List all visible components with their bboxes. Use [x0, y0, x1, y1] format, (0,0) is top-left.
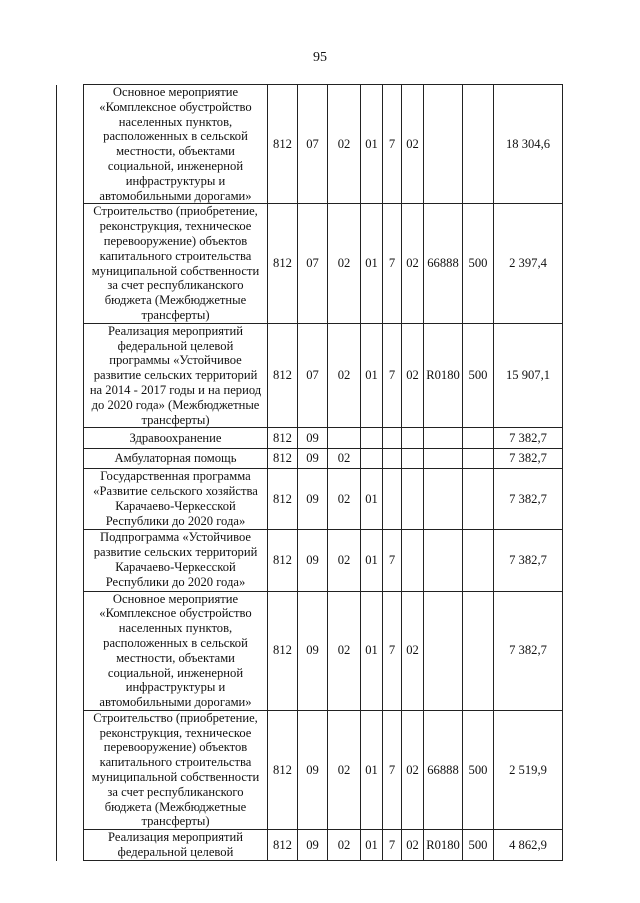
expense-direction-cell: 66888 — [424, 710, 463, 829]
expense-direction-cell — [424, 591, 463, 710]
section-cell: 09 — [298, 449, 328, 469]
subsection-cell: 02 — [328, 85, 361, 204]
expense-type-cell — [463, 591, 494, 710]
sum-cell: 18 304,6 — [494, 85, 563, 204]
subprogram-cell: 7 — [383, 323, 402, 428]
main-event-cell: 02 — [402, 830, 424, 861]
section-cell: 09 — [298, 428, 328, 449]
program-cell — [361, 428, 383, 449]
main-event-cell — [402, 529, 424, 591]
subsection-cell: 02 — [328, 469, 361, 529]
expense-type-cell: 500 — [463, 710, 494, 829]
main-event-cell: 02 — [402, 710, 424, 829]
subsection-cell: 02 — [328, 830, 361, 861]
ministry-code-cell: 812 — [268, 591, 298, 710]
subprogram-cell — [383, 449, 402, 469]
margin-cell — [57, 428, 84, 449]
expense-direction-cell — [424, 85, 463, 204]
program-cell: 01 — [361, 204, 383, 323]
ministry-code-cell: 812 — [268, 204, 298, 323]
subprogram-cell: 7 — [383, 830, 402, 861]
expense-type-cell — [463, 529, 494, 591]
subsection-cell: 02 — [328, 591, 361, 710]
margin-cell — [57, 449, 84, 469]
section-cell: 09 — [298, 830, 328, 861]
item-name-cell: Строительство (приобретение, реконструкция, техническое перевооружение) объектов капитального строительства муниципальной собственности за счет республиканского бюджета (Межбюджетные трансферты) — [84, 204, 268, 323]
program-cell: 01 — [361, 85, 383, 204]
subsection-cell: 02 — [328, 449, 361, 469]
sum-cell: 7 382,7 — [494, 428, 563, 449]
subsection-cell: 02 — [328, 323, 361, 428]
sum-cell: 7 382,7 — [494, 469, 563, 529]
margin-cell — [57, 529, 84, 591]
main-event-cell: 02 — [402, 323, 424, 428]
main-event-cell — [402, 449, 424, 469]
section-cell: 07 — [298, 323, 328, 428]
ministry-code-cell: 812 — [268, 85, 298, 204]
expense-direction-cell — [424, 469, 463, 529]
subsection-cell: 02 — [328, 710, 361, 829]
margin-cell — [57, 469, 84, 529]
table-row — [57, 469, 563, 529]
subsection-cell: 02 — [328, 529, 361, 591]
ministry-code-cell: 812 — [268, 323, 298, 428]
margin-cell — [57, 204, 84, 323]
subprogram-cell: 7 — [383, 85, 402, 204]
ministry-code-cell: 812 — [268, 830, 298, 861]
sum-cell: 2 397,4 — [494, 204, 563, 323]
margin-cell — [57, 85, 84, 204]
main-event-cell — [402, 428, 424, 449]
main-event-cell: 02 — [402, 591, 424, 710]
sum-cell: 15 907,1 — [494, 323, 563, 428]
section-cell: 07 — [298, 204, 328, 323]
program-cell: 01 — [361, 469, 383, 529]
expense-type-cell — [463, 85, 494, 204]
expense-type-cell: 500 — [463, 323, 494, 428]
program-cell: 01 — [361, 529, 383, 591]
expense-type-cell — [463, 469, 494, 529]
program-cell: 01 — [361, 710, 383, 829]
ministry-code-cell: 812 — [268, 469, 298, 529]
subsection-cell: 02 — [328, 204, 361, 323]
sum-cell: 7 382,7 — [494, 529, 563, 591]
ministry-code-cell: 812 — [268, 428, 298, 449]
subprogram-cell: 7 — [383, 204, 402, 323]
margin-cell — [57, 323, 84, 428]
sum-cell: 7 382,7 — [494, 591, 563, 710]
expense-type-cell: 500 — [463, 204, 494, 323]
program-cell: 01 — [361, 830, 383, 861]
sum-cell: 4 862,9 — [494, 830, 563, 861]
budget-table — [56, 84, 563, 861]
expense-direction-cell — [424, 428, 463, 449]
expense-direction-cell: 66888 — [424, 204, 463, 323]
table-row — [57, 204, 563, 323]
section-cell: 07 — [298, 85, 328, 204]
table-row — [57, 830, 563, 861]
main-event-cell: 02 — [402, 85, 424, 204]
sum-cell: 2 519,9 — [494, 710, 563, 829]
subprogram-cell — [383, 428, 402, 449]
sum-cell: 7 382,7 — [494, 449, 563, 469]
table-row — [57, 710, 563, 829]
expense-direction-cell — [424, 529, 463, 591]
item-name-cell: Государственная программа «Развитие сельского хозяйства Карачаево-Черкесской Республики до 2020 года» — [84, 469, 268, 529]
subprogram-cell: 7 — [383, 591, 402, 710]
item-name-cell: Реализация мероприятий федеральной целевой программы «Устойчивое развитие сельских территорий на 2014 - 2017 годы и на период до 2020 года» (Межбюджетные трансферты) — [84, 323, 268, 428]
program-cell: 01 — [361, 323, 383, 428]
margin-cell — [57, 830, 84, 861]
section-cell: 09 — [298, 710, 328, 829]
expense-type-cell: 500 — [463, 830, 494, 861]
table-row — [57, 323, 563, 428]
ministry-code-cell: 812 — [268, 529, 298, 591]
expense-direction-cell: R0180 — [424, 323, 463, 428]
subprogram-cell: 7 — [383, 529, 402, 591]
section-cell: 09 — [298, 529, 328, 591]
table-row — [57, 449, 563, 469]
subprogram-cell: 7 — [383, 710, 402, 829]
table-row — [57, 85, 563, 204]
expense-direction-cell — [424, 449, 463, 469]
margin-cell — [57, 710, 84, 829]
section-cell: 09 — [298, 469, 328, 529]
margin-cell — [57, 591, 84, 710]
main-event-cell: 02 — [402, 204, 424, 323]
expense-direction-cell: R0180 — [424, 830, 463, 861]
item-name-cell: Основное мероприятие «Комплексное обустройство населенных пунктов, расположенных в сельской местности, объектами социальной, инженерной инфраструктуры и автомобильными дорогами» — [84, 85, 268, 204]
table-row — [57, 428, 563, 449]
ministry-code-cell: 812 — [268, 449, 298, 469]
subsection-cell — [328, 428, 361, 449]
expense-type-cell — [463, 449, 494, 469]
item-name-cell: Основное мероприятие «Комплексное обустройство населенных пунктов, расположенных в сельской местности, объектами социальной, инженерной инфраструктуры и автомобильными дорогами» — [84, 591, 268, 710]
section-cell: 09 — [298, 591, 328, 710]
expense-type-cell — [463, 428, 494, 449]
page-number: 95 — [313, 50, 327, 65]
program-cell — [361, 449, 383, 469]
item-name-cell: Подпрограмма «Устойчивое развитие сельских территорий Карачаево-Черкесской Республики до 2020 года» — [84, 529, 268, 591]
item-name-cell: Здравоохранение — [84, 428, 268, 449]
ministry-code-cell: 812 — [268, 710, 298, 829]
item-name-cell: Строительство (приобретение, реконструкция, техническое перевооружение) объектов капитального строительства муниципальной собственности за счет республиканского бюджета (Межбюджетные трансферты) — [84, 710, 268, 829]
subprogram-cell — [383, 469, 402, 529]
item-name-cell: Реализация мероприятий федеральной целевой — [84, 830, 268, 861]
program-cell: 01 — [361, 591, 383, 710]
main-event-cell — [402, 469, 424, 529]
table-row — [57, 529, 563, 591]
table-row — [57, 591, 563, 710]
item-name-cell: Амбулаторная помощь — [84, 449, 268, 469]
